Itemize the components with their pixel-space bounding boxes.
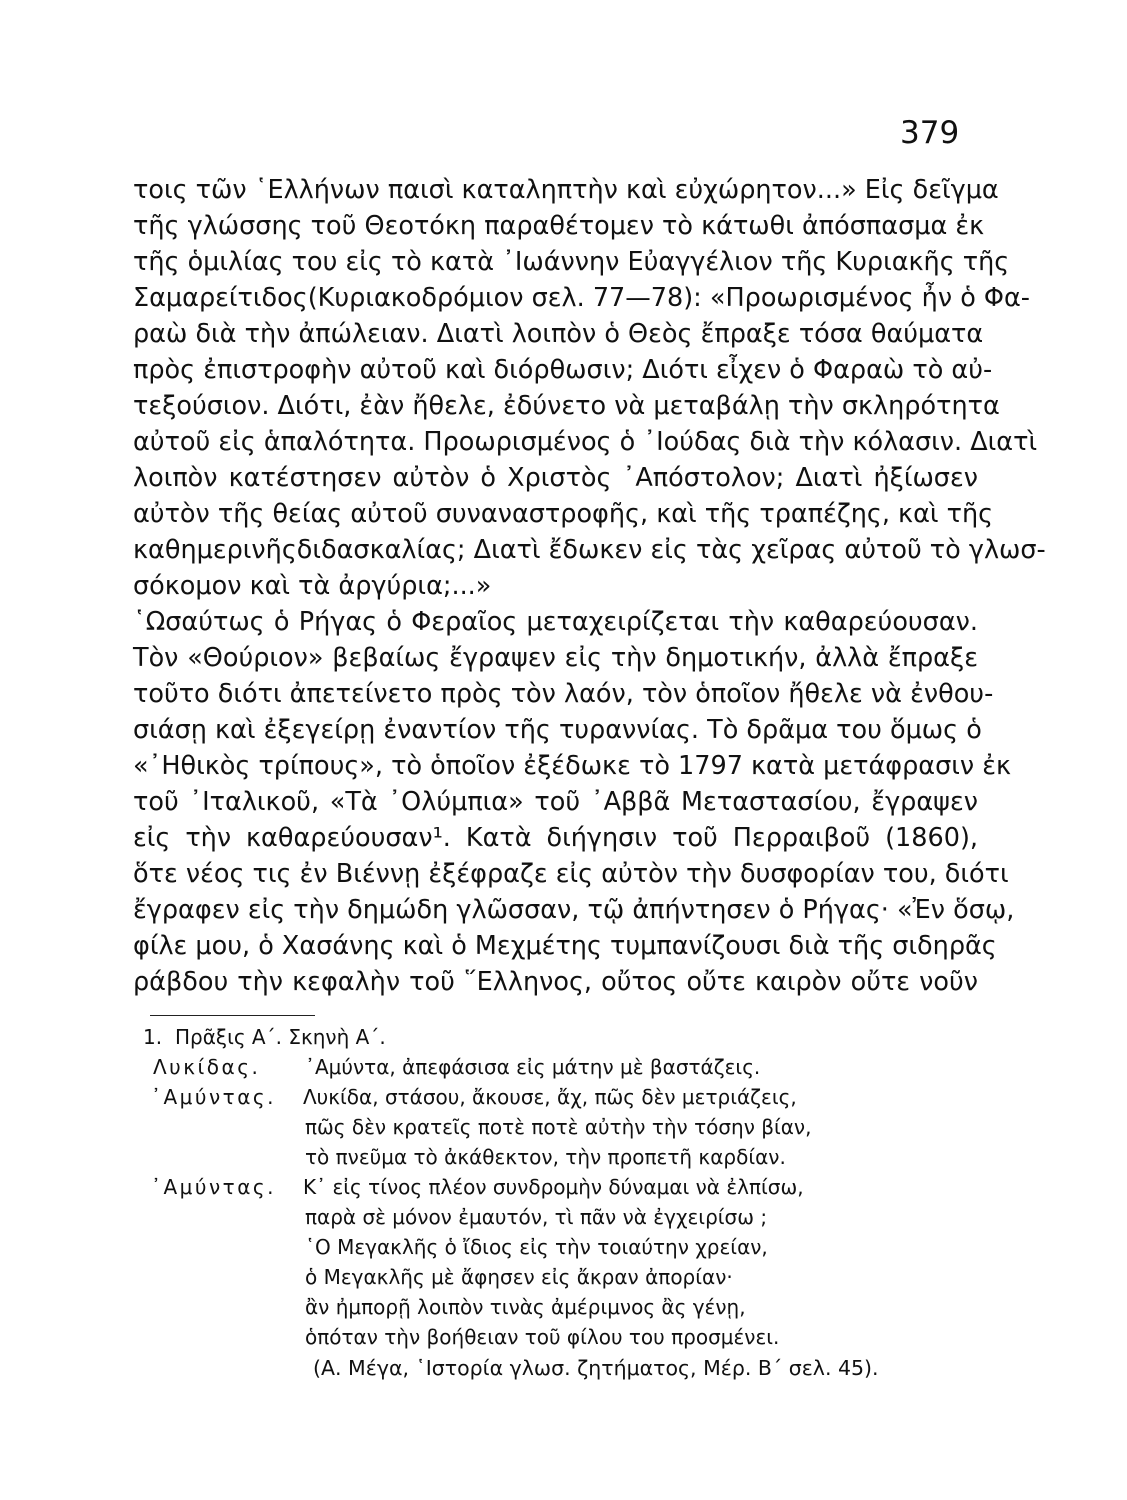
text-line: τοῦτο διότι ἀπετείνετο πρὸς τὸν λαόν, τὸν ὁποῖον ἤθελε νὰ ἐνθου- (133, 679, 994, 709)
verse-line: ἂν ἠμπορῇ λοιπὸν τινὰς ἀμέριμνος ἂς γένῃ, (305, 1295, 746, 1319)
verse-line: τὸ πνεῦμα τὸ ἀκάθεκτον, τὴν προπετῆ καρδίαν. (305, 1145, 786, 1169)
text-line: ράβδου τὴν κεφαλὴν τοῦ ῞Ελληνος, οὔτος οὔτε καιρὸν οὔτε νοῦν (133, 967, 978, 997)
footnote-heading: Πρᾶξις Α΄. Σκηνὴ Α΄. (175, 1025, 386, 1049)
speaker-name: Λυκίδας. (153, 1055, 261, 1079)
verse-line: ῾Ο Μεγακλῆς ὁ ἴδιος εἰς τὴν τοιαύτην χρείαν, (305, 1235, 768, 1259)
text-line: σιάσῃ καὶ ἐξεγείρῃ ἐναντίον τῆς τυραννίας. Τὸ δρᾶμα του ὅμως ὁ (133, 715, 982, 745)
speaker-name: ᾿Αμύντας. (151, 1085, 276, 1109)
page-number: 379 (900, 115, 960, 151)
footnote-number: 1. (143, 1025, 163, 1049)
text-line: ῾Ωσαύτως ὁ Ρήγας ὁ Φεραῖος μεταχειρίζεται τὴν καθαρεύουσαν. (133, 607, 978, 637)
verse-line: Κ᾿ εἰς τίνος πλέον συνδρομὴν δύναμαι νὰ ἐλπίσω, (303, 1175, 804, 1199)
text-line: τοῦ ᾿Ιταλικοῦ, «Τὰ ᾿Ολύμπια» τοῦ ᾿Αββᾶ Μεταστασίου, ἔγραψεν (133, 787, 978, 817)
text-line: αὐτοῦ εἰς ἁπαλότητα. Προωρισμένος ὁ ᾿Ιούδας διὰ τὴν κόλασιν. Διατὶ (133, 427, 1038, 457)
speaker-name: ᾿Αμύντας. (151, 1175, 276, 1199)
verse-line: Λυκίδα, στάσου, ἄκουσε, ἄχ, πῶς δὲν μετριάζεις, (303, 1085, 797, 1109)
text-line: καθημερινῆςδιδασκαλίας; Διατὶ ἔδωκεν εἰς τὰς χεῖρας αὐτοῦ τὸ γλωσ- (133, 535, 1046, 565)
text-line: εἰς τὴν καθαρεύουσαν¹. Κατὰ διήγησιν τοῦ Περραιβοῦ (1860), (133, 823, 978, 853)
verse-line: ᾿Αμύντα, ἀπεφάσισα εἰς μάτην μὲ βαστάζεις. (305, 1055, 761, 1079)
text-line: τῆς γλώσσης τοῦ Θεοτόκη παραθέτομεν τὸ κάτωθι ἀπόσπασμα ἐκ (133, 211, 985, 241)
text-line: πρὸς ἐπιστροφὴν αὐτοῦ καὶ διόρθωσιν; Διότι εἶχεν ὁ Φαραὼ τὸ αὐ- (133, 355, 993, 385)
text-line: τῆς ὁμιλίας του εἰς τὸ κατὰ ᾿Ιωάννην Εὐαγγέλιον τῆς Κυριακῆς τῆς (133, 247, 1010, 277)
verse-line: παρὰ σὲ μόνον ἐμαυτόν, τὶ πᾶν νὰ ἐγχειρίσω ; (305, 1205, 768, 1229)
text-line: φίλε μου, ὁ Χασάνης καὶ ὁ Μεχμέτης τυμπανίζουσι διὰ τῆς σιδηρᾶς (133, 931, 997, 961)
footnote (143, 1022, 963, 1384)
verse-line: ὁπόταν τὴν βοήθειαν τοῦ φίλου του προσμένει. (305, 1325, 780, 1349)
text-line: ἔγραφεν εἰς τὴν δημώδη γλῶσσαν, τῷ ἀπήντησεν ὁ Ρήγας· «Ἐν ὅσῳ, (133, 895, 1015, 925)
text-line: ὅτε νέος τις ἐν Βιέννῃ ἐξέφραζε εἰς αὐτὸν τὴν δυσφορίαν του, διότι (133, 859, 1009, 889)
verse-line: πῶς δὲν κρατεῖς ποτὲ ποτὲ αὐτὴν τὴν τόσην βίαν, (305, 1115, 812, 1139)
text-line: αὐτὸν τῆς θείας αὐτοῦ συναναστροφῆς, καὶ τῆς τραπέζης, καὶ τῆς (133, 499, 994, 529)
text-line: Σαμαρείτιδος(Κυριακοδρόμιον σελ. 77—78): «Προωρισμένος ἦν ὁ Φα- (133, 283, 1030, 313)
text-line: σόκομον καὶ τὰ ἀργύρια;...» (133, 571, 492, 601)
body-text (133, 172, 1046, 1000)
footnote-divider (150, 1015, 315, 1016)
verse-line: ὁ Μεγακλῆς μὲ ἄφησεν εἰς ἄκραν ἀπορίαν· (305, 1265, 733, 1289)
text-line: τοις τῶν ῾Ελλήνων παισὶ καταληπτὴν καὶ εὐχώρητον...» Εἰς δεῖγμα (133, 175, 999, 205)
text-line: λοιπὸν κατέστησεν αὐτὸν ὁ Χριστὸς ᾿Απόστολον; Διατὶ ἠξίωσεν (133, 463, 978, 493)
text-line: Τὸν «Θούριον» βεβαίως ἔγραψεν εἰς τὴν δημοτικήν, ἀλλὰ ἔπραξε (133, 643, 978, 673)
text-line: τεξούσιον. Διότι, ἐὰν ἤθελε, ἐδύνετο νὰ μεταβάλῃ τὴν σκληρότητα (133, 391, 1000, 421)
footnote-citation: (Α. Μέγα, ῾Ιστορία γλωσ. ζητήματος, Μέρ. Β΄ σελ. 45). (313, 1356, 879, 1380)
text-line: ραὼ διὰ τὴν ἀπώλειαν. Διατὶ λοιπὸν ὁ Θεὸς ἔπραξε τόσα θαύματα (133, 319, 984, 349)
text-line: «᾿Ηθικὸς τρίπους», τὸ ὁποῖον ἐξέδωκε τὸ 1797 κατὰ μετάφρασιν ἐκ (133, 751, 1012, 781)
